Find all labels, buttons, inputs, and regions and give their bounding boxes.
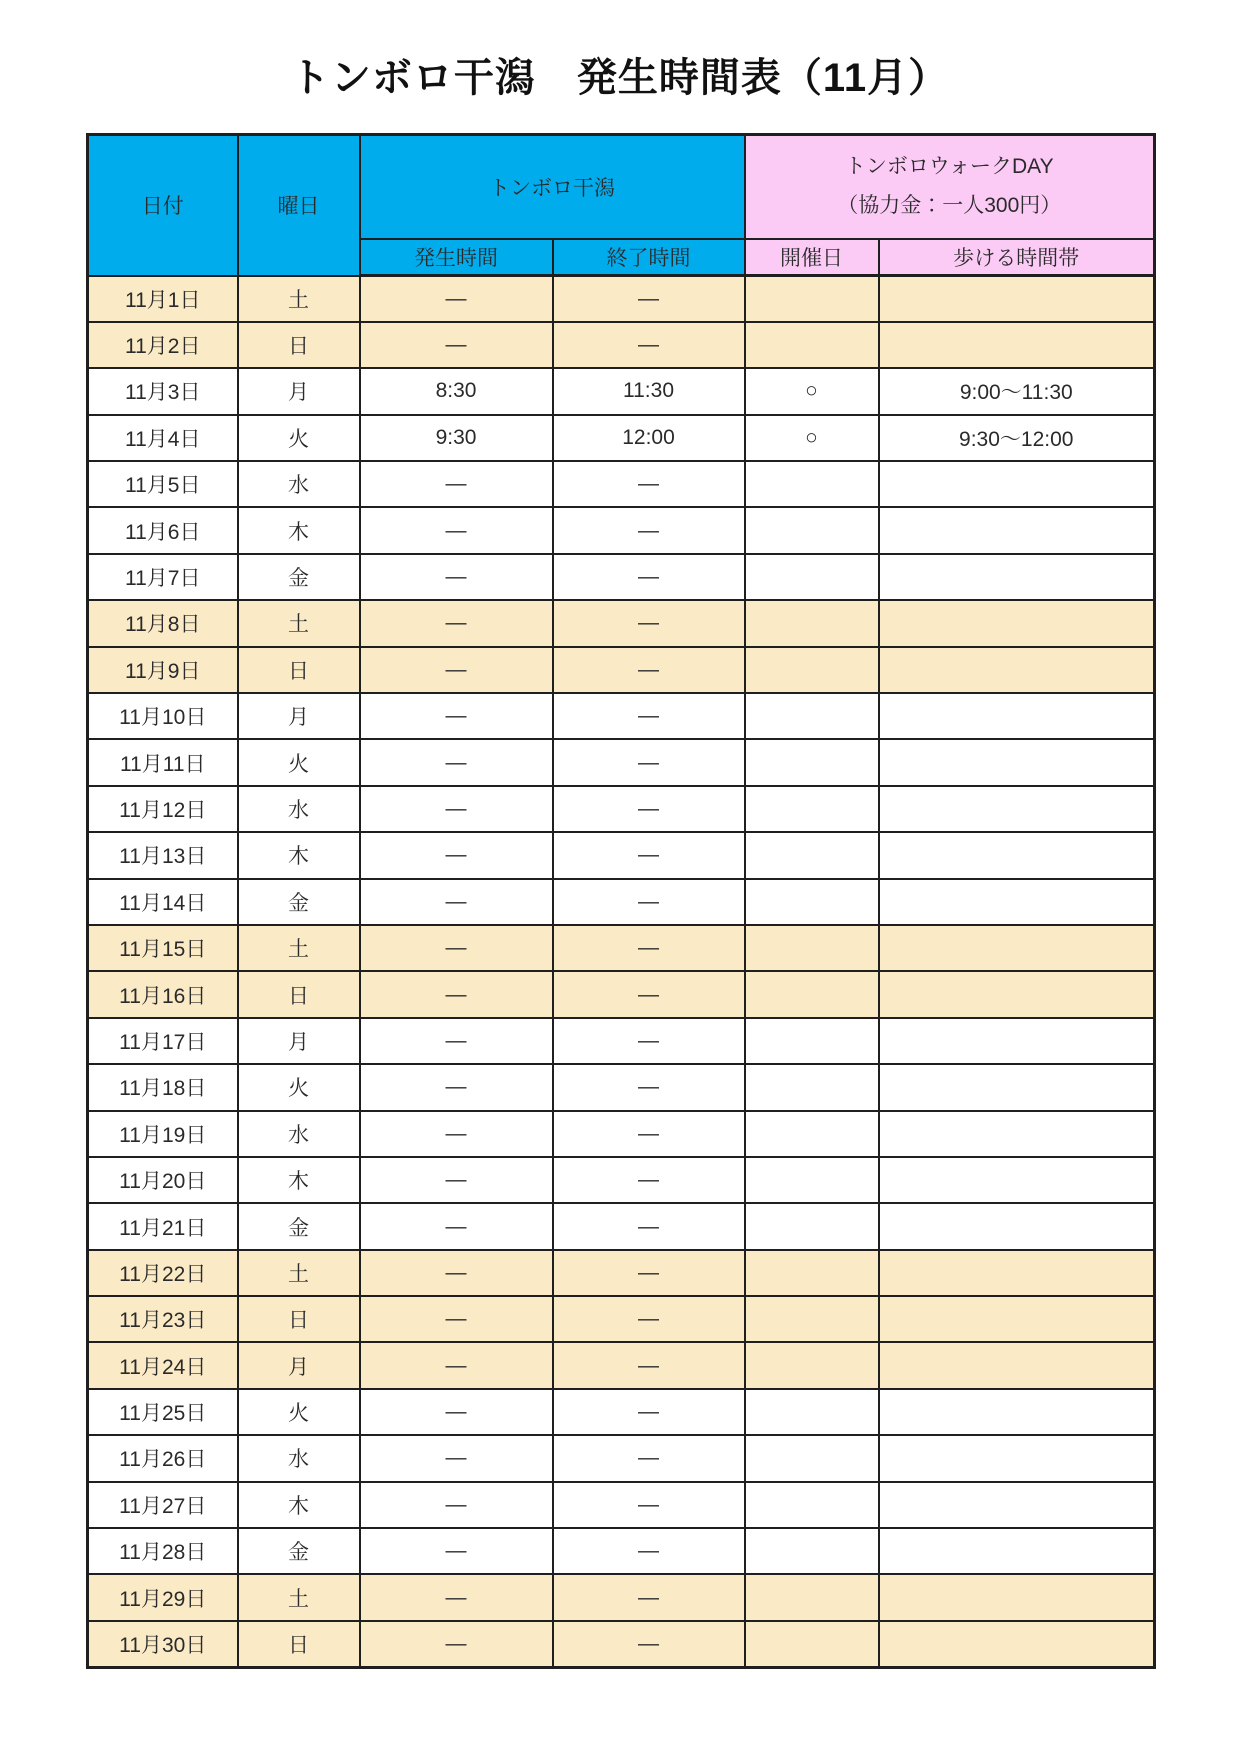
start-time-cell: ―	[360, 1482, 553, 1528]
end-time-cell: ―	[553, 1389, 745, 1435]
table-row	[88, 832, 1155, 878]
table-row	[88, 1018, 1155, 1064]
end-time-cell: ―	[553, 1482, 745, 1528]
event-day-cell	[745, 1342, 879, 1388]
weekday-cell: 木	[238, 507, 360, 553]
header-event-day: 開催日	[745, 239, 879, 276]
table-row	[88, 368, 1155, 414]
start-time-cell: ―	[360, 1064, 553, 1110]
start-time-cell: ―	[360, 832, 553, 878]
weekday-cell: 金	[238, 1203, 360, 1249]
end-time-cell: ―	[553, 554, 745, 600]
table-row	[88, 1528, 1155, 1574]
walkable-hours-cell	[879, 276, 1155, 322]
table-row	[88, 322, 1155, 368]
weekday-cell: 水	[238, 786, 360, 832]
walkable-hours-cell	[879, 739, 1155, 785]
weekday-cell: 月	[238, 1342, 360, 1388]
walkable-hours-cell	[879, 1157, 1155, 1203]
date-cell: 11月22日	[88, 1250, 238, 1296]
event-day-cell	[745, 971, 879, 1017]
start-time-cell: ―	[360, 1250, 553, 1296]
table-row	[88, 1250, 1155, 1296]
header-group-row	[88, 135, 1155, 239]
walkable-hours-cell	[879, 647, 1155, 693]
walkable-hours-cell	[879, 1528, 1155, 1574]
weekday-cell: 木	[238, 832, 360, 878]
event-day-cell	[745, 554, 879, 600]
end-time-cell: ―	[553, 1250, 745, 1296]
end-time-cell: ―	[553, 786, 745, 832]
date-cell: 11月29日	[88, 1574, 238, 1620]
event-day-cell: ○	[745, 368, 879, 414]
event-day-cell	[745, 461, 879, 507]
table-row	[88, 739, 1155, 785]
weekday-cell: 月	[238, 693, 360, 739]
start-time-cell: ―	[360, 1528, 553, 1574]
weekday-cell: 水	[238, 1435, 360, 1481]
table-row	[88, 971, 1155, 1017]
walkable-hours-cell	[879, 1203, 1155, 1249]
start-time-cell: ―	[360, 1018, 553, 1064]
weekday-cell: 木	[238, 1482, 360, 1528]
date-cell: 11月11日	[88, 739, 238, 785]
walkable-hours-cell	[879, 693, 1155, 739]
walkable-hours-cell	[879, 1342, 1155, 1388]
start-time-cell: ―	[360, 600, 553, 646]
end-time-cell: ―	[553, 1342, 745, 1388]
walkable-hours-cell	[879, 1250, 1155, 1296]
weekday-cell: 金	[238, 554, 360, 600]
date-cell: 11月25日	[88, 1389, 238, 1435]
event-day-cell	[745, 832, 879, 878]
walkable-hours-cell	[879, 832, 1155, 878]
weekday-cell: 日	[238, 322, 360, 368]
header-start-time: 発生時間	[360, 239, 553, 276]
table-header	[88, 135, 1155, 276]
date-cell: 11月20日	[88, 1157, 238, 1203]
date-cell: 11月2日	[88, 322, 238, 368]
walkable-hours-cell	[879, 507, 1155, 553]
walkable-hours-cell	[879, 879, 1155, 925]
weekday-cell: 日	[238, 647, 360, 693]
end-time-cell: ―	[553, 1435, 745, 1481]
end-time-cell: ―	[553, 1528, 745, 1574]
end-time-cell: ―	[553, 1111, 745, 1157]
event-day-cell	[745, 925, 879, 971]
end-time-cell: ―	[553, 507, 745, 553]
end-time-cell: ―	[553, 693, 745, 739]
table-row	[88, 1111, 1155, 1157]
event-day-cell	[745, 1528, 879, 1574]
end-time-cell: ―	[553, 832, 745, 878]
start-time-cell: ―	[360, 1203, 553, 1249]
table-row	[88, 1574, 1155, 1620]
end-time-cell: ―	[553, 1621, 745, 1667]
start-time-cell: ―	[360, 1435, 553, 1481]
event-day-cell	[745, 1296, 879, 1342]
schedule-rows	[88, 276, 1155, 1668]
date-cell: 11月1日	[88, 276, 238, 322]
table-row	[88, 415, 1155, 461]
end-time-cell: 12:00	[553, 415, 745, 461]
end-time-cell: ―	[553, 739, 745, 785]
walkable-hours-cell: 9:00〜11:30	[879, 368, 1155, 414]
date-cell: 11月28日	[88, 1528, 238, 1574]
walkable-hours-cell	[879, 600, 1155, 646]
end-time-cell: ―	[553, 1064, 745, 1110]
end-time-cell: ―	[553, 1296, 745, 1342]
event-day-cell	[745, 600, 879, 646]
header-walk-day-line2: （協力金：一人300円）	[837, 193, 1062, 217]
start-time-cell: ―	[360, 1111, 553, 1157]
weekday-cell: 土	[238, 276, 360, 322]
start-time-cell: ―	[360, 879, 553, 925]
end-time-cell: ―	[553, 1203, 745, 1249]
table-row	[88, 925, 1155, 971]
tombolo-schedule-table	[86, 133, 1156, 1669]
date-cell: 11月6日	[88, 507, 238, 553]
weekday-cell: 火	[238, 1064, 360, 1110]
end-time-cell: 11:30	[553, 368, 745, 414]
event-day-cell	[745, 1203, 879, 1249]
event-day-cell	[745, 507, 879, 553]
start-time-cell: ―	[360, 276, 553, 322]
date-cell: 11月26日	[88, 1435, 238, 1481]
date-cell: 11月18日	[88, 1064, 238, 1110]
date-cell: 11月12日	[88, 786, 238, 832]
header-weekday: 曜日	[238, 135, 360, 276]
table-row	[88, 600, 1155, 646]
table-row	[88, 1157, 1155, 1203]
walkable-hours-cell	[879, 1482, 1155, 1528]
start-time-cell: ―	[360, 461, 553, 507]
table-row	[88, 1435, 1155, 1481]
start-time-cell: ―	[360, 554, 553, 600]
event-day-cell	[745, 1621, 879, 1667]
weekday-cell: 火	[238, 739, 360, 785]
event-day-cell	[745, 1389, 879, 1435]
walkable-hours-cell	[879, 1111, 1155, 1157]
walkable-hours-cell	[879, 322, 1155, 368]
date-cell: 11月13日	[88, 832, 238, 878]
table-row	[88, 1296, 1155, 1342]
start-time-cell: ―	[360, 786, 553, 832]
header-walk-day-group	[745, 135, 1155, 239]
table-row	[88, 1064, 1155, 1110]
table-row	[88, 693, 1155, 739]
event-day-cell	[745, 693, 879, 739]
walkable-hours-cell: 9:30〜12:00	[879, 415, 1155, 461]
walkable-hours-cell	[879, 1389, 1155, 1435]
weekday-cell: 土	[238, 1574, 360, 1620]
header-end-time: 終了時間	[553, 239, 745, 276]
end-time-cell: ―	[553, 647, 745, 693]
date-cell: 11月19日	[88, 1111, 238, 1157]
walkable-hours-cell	[879, 1574, 1155, 1620]
table-row	[88, 1621, 1155, 1667]
event-day-cell	[745, 879, 879, 925]
walkable-hours-cell	[879, 461, 1155, 507]
date-cell: 11月4日	[88, 415, 238, 461]
weekday-cell: 土	[238, 1250, 360, 1296]
table-row	[88, 1203, 1155, 1249]
start-time-cell: ―	[360, 647, 553, 693]
table-row	[88, 461, 1155, 507]
table-row	[88, 554, 1155, 600]
weekday-cell: 木	[238, 1157, 360, 1203]
date-cell: 11月8日	[88, 600, 238, 646]
table-row	[88, 1389, 1155, 1435]
weekday-cell: 水	[238, 461, 360, 507]
start-time-cell: ―	[360, 1157, 553, 1203]
end-time-cell: ―	[553, 925, 745, 971]
header-date: 日付	[88, 135, 238, 276]
table-row	[88, 786, 1155, 832]
weekday-cell: 日	[238, 1296, 360, 1342]
event-day-cell	[745, 1018, 879, 1064]
walkable-hours-cell	[879, 925, 1155, 971]
start-time-cell: 9:30	[360, 415, 553, 461]
date-cell: 11月5日	[88, 461, 238, 507]
start-time-cell: ―	[360, 507, 553, 553]
date-cell: 11月30日	[88, 1621, 238, 1667]
start-time-cell: ―	[360, 971, 553, 1017]
weekday-cell: 火	[238, 415, 360, 461]
walkable-hours-cell	[879, 971, 1155, 1017]
event-day-cell	[745, 1482, 879, 1528]
date-cell: 11月7日	[88, 554, 238, 600]
start-time-cell: ―	[360, 693, 553, 739]
event-day-cell	[745, 647, 879, 693]
date-cell: 11月24日	[88, 1342, 238, 1388]
date-cell: 11月16日	[88, 971, 238, 1017]
weekday-cell: 月	[238, 368, 360, 414]
header-walkable-hours: 歩ける時間帯	[879, 239, 1155, 276]
end-time-cell: ―	[553, 1018, 745, 1064]
date-cell: 11月23日	[88, 1296, 238, 1342]
header-tombolo-group: トンボロ干潟	[360, 135, 745, 239]
header-walk-day-line1: トンボロウォークDAY	[844, 154, 1054, 178]
end-time-cell: ―	[553, 276, 745, 322]
date-cell: 11月21日	[88, 1203, 238, 1249]
end-time-cell: ―	[553, 879, 745, 925]
event-day-cell	[745, 739, 879, 785]
walkable-hours-cell	[879, 1018, 1155, 1064]
start-time-cell: ―	[360, 739, 553, 785]
end-time-cell: ―	[553, 461, 745, 507]
walkable-hours-cell	[879, 786, 1155, 832]
table-row	[88, 1482, 1155, 1528]
walkable-hours-cell	[879, 1435, 1155, 1481]
weekday-cell: 日	[238, 1621, 360, 1667]
start-time-cell: ―	[360, 322, 553, 368]
weekday-cell: 日	[238, 971, 360, 1017]
date-cell: 11月9日	[88, 647, 238, 693]
date-cell: 11月14日	[88, 879, 238, 925]
start-time-cell: ―	[360, 925, 553, 971]
walkable-hours-cell	[879, 1296, 1155, 1342]
weekday-cell: 金	[238, 1528, 360, 1574]
end-time-cell: ―	[553, 600, 745, 646]
weekday-cell: 土	[238, 600, 360, 646]
table-row	[88, 1342, 1155, 1388]
table-row	[88, 647, 1155, 693]
start-time-cell: 8:30	[360, 368, 553, 414]
event-day-cell	[745, 786, 879, 832]
event-day-cell: ○	[745, 415, 879, 461]
start-time-cell: ―	[360, 1296, 553, 1342]
event-day-cell	[745, 1111, 879, 1157]
end-time-cell: ―	[553, 322, 745, 368]
start-time-cell: ―	[360, 1342, 553, 1388]
event-day-cell	[745, 276, 879, 322]
end-time-cell: ―	[553, 1574, 745, 1620]
page-title: トンボロ干潟 発生時間表（11月）	[289, 56, 950, 100]
date-cell: 11月27日	[88, 1482, 238, 1528]
event-day-cell	[745, 1157, 879, 1203]
weekday-cell: 火	[238, 1389, 360, 1435]
event-day-cell	[745, 1250, 879, 1296]
date-cell: 11月15日	[88, 925, 238, 971]
walkable-hours-cell	[879, 1064, 1155, 1110]
table-row	[88, 507, 1155, 553]
date-cell: 11月17日	[88, 1018, 238, 1064]
end-time-cell: ―	[553, 1157, 745, 1203]
start-time-cell: ―	[360, 1389, 553, 1435]
weekday-cell: 金	[238, 879, 360, 925]
date-cell: 11月3日	[88, 368, 238, 414]
event-day-cell	[745, 1574, 879, 1620]
start-time-cell: ―	[360, 1621, 553, 1667]
table-row	[88, 276, 1155, 322]
event-day-cell	[745, 322, 879, 368]
event-day-cell	[745, 1435, 879, 1481]
walkable-hours-cell	[879, 1621, 1155, 1667]
weekday-cell: 月	[238, 1018, 360, 1064]
table-row	[88, 879, 1155, 925]
walkable-hours-cell	[879, 554, 1155, 600]
end-time-cell: ―	[553, 971, 745, 1017]
event-day-cell	[745, 1064, 879, 1110]
weekday-cell: 土	[238, 925, 360, 971]
date-cell: 11月10日	[88, 693, 238, 739]
start-time-cell: ―	[360, 1574, 553, 1620]
weekday-cell: 水	[238, 1111, 360, 1157]
